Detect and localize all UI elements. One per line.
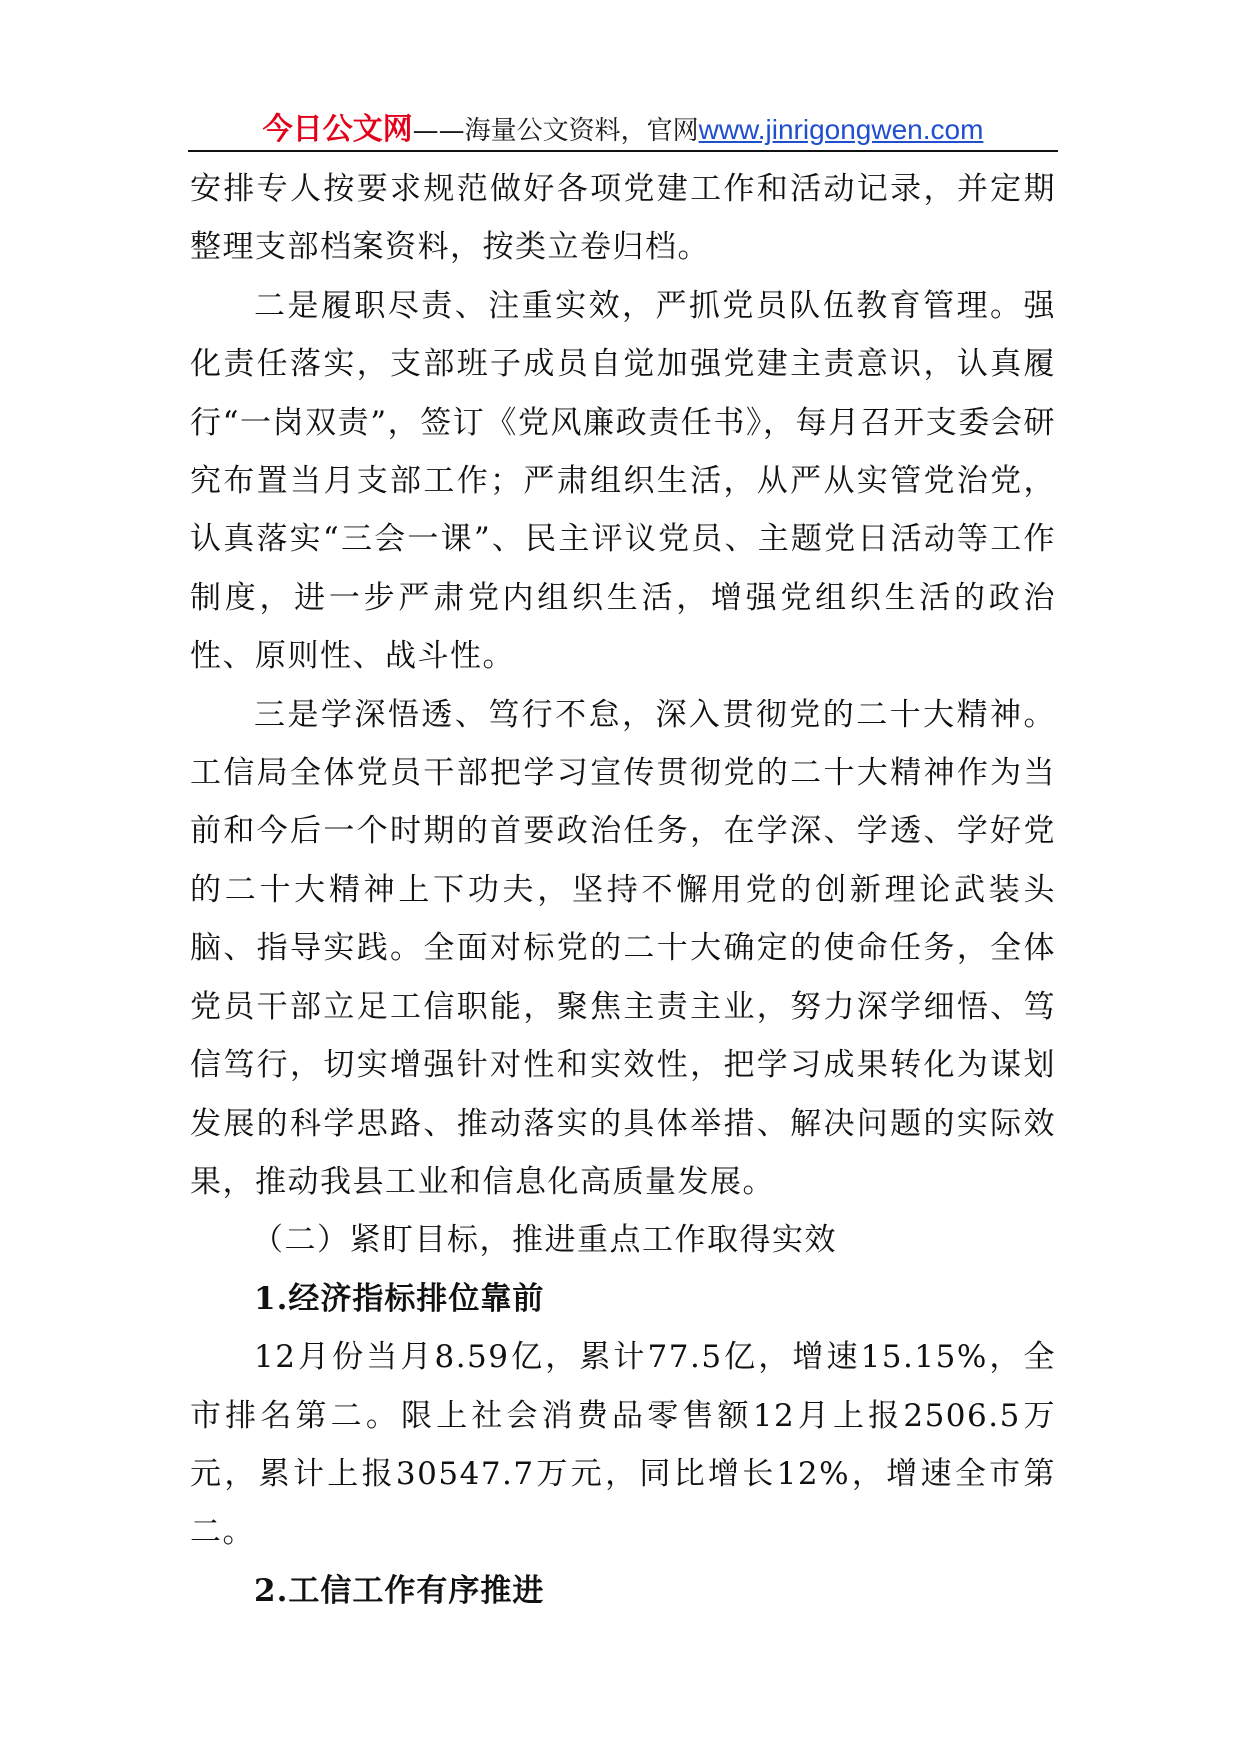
- paragraph-item-1: 12月份当月8.59亿，累计77.5亿，增速15.15%，全市排名第二。限上社会消费品零售额12月上报2506.5万元，累计上报30547.7万元，同比增长12%，增速全市第二。: [190, 1339, 1056, 1551]
- site-brand[interactable]: 今日公文网: [262, 112, 413, 147]
- site-tagline: ——海量公文资料，官网: [412, 116, 699, 146]
- header-divider: [188, 150, 1058, 152]
- item-heading-1: 1.经济指标排位靠前: [254, 1280, 545, 1317]
- item-heading-2: 2.工信工作有序推进: [254, 1572, 545, 1609]
- paragraph-two: 二是履职尽责、注重实效，严抓党员队伍教育管理。强化责任落实，支部班子成员自觉加强党建主责意识，认真履行“一岗双责”，签订《党风廉政责任书》，每月召开支委会研究布置当月支部工作；严肃组织生活，从严从实管党治党，认真落实“三会一课”、民主评议党员、主题党日活动等工作制度，进一步严肃党内组织生活，增强党组织生活的政治性、原则性、战斗性。: [190, 287, 1056, 675]
- paragraph-three: 三是学深悟透、笃行不怠，深入贯彻党的二十大精神。工信局全体党员干部把学习宣传贯彻党的二十大精神作为当前和今后一个时期的首要政治任务，在学深、学透、学好党的二十大精神上下功夫，坚持不懈用党的创新理论武装头脑、指导实践。全面对标党的二十大确定的使命任务，全体党员干部立足工信职能，聚焦主责主业，努力深学细悟、笃信笃行，切实增强针对性和实效性，把学习成果转化为谋划发展的科学思路、推动落实的具体举措、解决问题的实际效果，推动我县工业和信息化高质量发展。: [190, 696, 1056, 1200]
- site-url-link[interactable]: www.jinrigongwen.com: [698, 114, 984, 145]
- paragraph-intro: 安排专人按要求规范做好各项党建工作和活动记录，并定期整理支部档案资料，按类立卷归档。: [190, 171, 1056, 266]
- document-body: [190, 160, 1056, 1620]
- section-heading-two: （二）紧盯目标，推进重点工作取得实效: [252, 1222, 837, 1259]
- site-header: [188, 104, 1058, 148]
